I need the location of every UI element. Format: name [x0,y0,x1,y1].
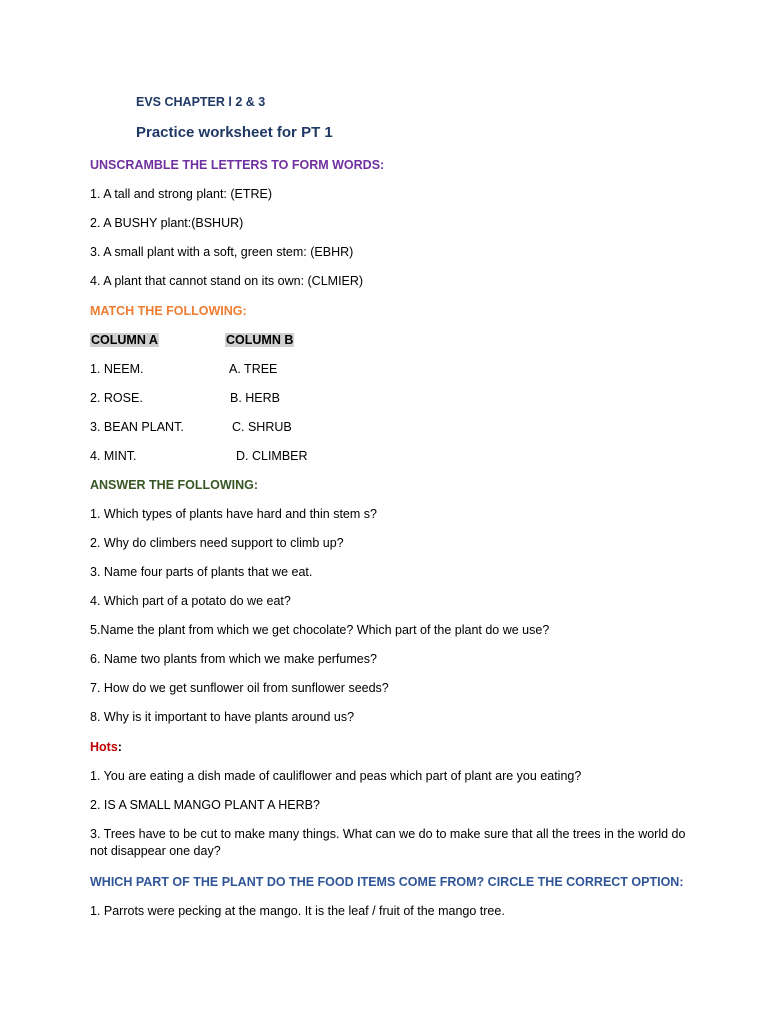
match-row-b-4: D. CLIMBER [236,449,308,463]
answer-item-1: 1. Which types of plants have hard and thin stem s? [90,507,377,521]
answer-heading: ANSWER THE FOLLOWING: [90,478,259,492]
hots-colon: : [117,740,122,754]
match-row-a-1: 1. NEEM. [90,362,144,376]
hots-heading: Hots [90,740,118,754]
column-a-header: COLUMN A [91,333,158,347]
answer-item-6: 6. Name two plants from which we make perfumes? [90,652,377,666]
hots-heading-line [90,739,122,756]
unscramble-item-2: 2. A BUSHY plant:(BSHUR) [90,216,244,230]
page-title: Practice worksheet for PT 1 [136,124,333,141]
answer-item-3: 3. Name four parts of plants that we eat. [90,565,313,579]
unscramble-item-4: 4. A plant that cannot stand on its own: (CLMIER) [90,274,364,288]
match-heading: MATCH THE FOLLOWING: [90,304,247,318]
match-row-b-1: A. TREE [229,362,278,376]
match-row-a-4: 4. MINT. [90,449,137,463]
answer-item-8: 8. Why is it important to have plants around us? [90,710,355,724]
match-row-a-2: 2. ROSE. [90,391,143,405]
answer-item-4: 4. Which part of a potato do we eat? [90,594,291,608]
chapter-label: EVS CHAPTER l 2 & 3 [136,95,266,109]
column-b-header: COLUMN B [226,333,294,347]
match-header-row-b [225,332,294,349]
match-header-row [90,332,159,349]
hots-item-3: 3. Trees have to be cut to make many things. What can we do to make sure that all the trees in the world do not disappear one day? [90,827,686,858]
match-row-b-2: B. HERB [230,391,281,405]
answer-item-7: 7. How do we get sunflower oil from sunflower seeds? [90,681,389,695]
which-part-item-1: 1. Parrots were pecking at the mango. It is the leaf / fruit of the mango tree. [90,904,505,918]
match-row-b-3: C. SHRUB [232,420,292,434]
unscramble-item-1: 1. A tall and strong plant: (ETRE) [90,187,273,201]
hots-item-2: 2. IS A SMALL MANGO PLANT A HERB? [90,798,320,812]
answer-item-5: 5.Name the plant from which we get chocolate? Which part of the plant do we use? [90,623,550,637]
which-part-heading: WHICH PART OF THE PLANT DO THE FOOD ITEMS COME FROM? CIRCLE THE CORRECT OPTION: [90,875,684,889]
match-row-a-3: 3. BEAN PLANT. [90,420,184,434]
unscramble-heading: UNSCRAMBLE THE LETTERS TO FORM WORDS: [90,158,385,172]
unscramble-item-3: 3. A small plant with a soft, green stem: (EBHR) [90,245,354,259]
hots-item-1: 1. You are eating a dish made of cauliflower and peas which part of plant are you eating? [90,769,582,783]
answer-item-2: 2. Why do climbers need support to climb up? [90,536,344,550]
